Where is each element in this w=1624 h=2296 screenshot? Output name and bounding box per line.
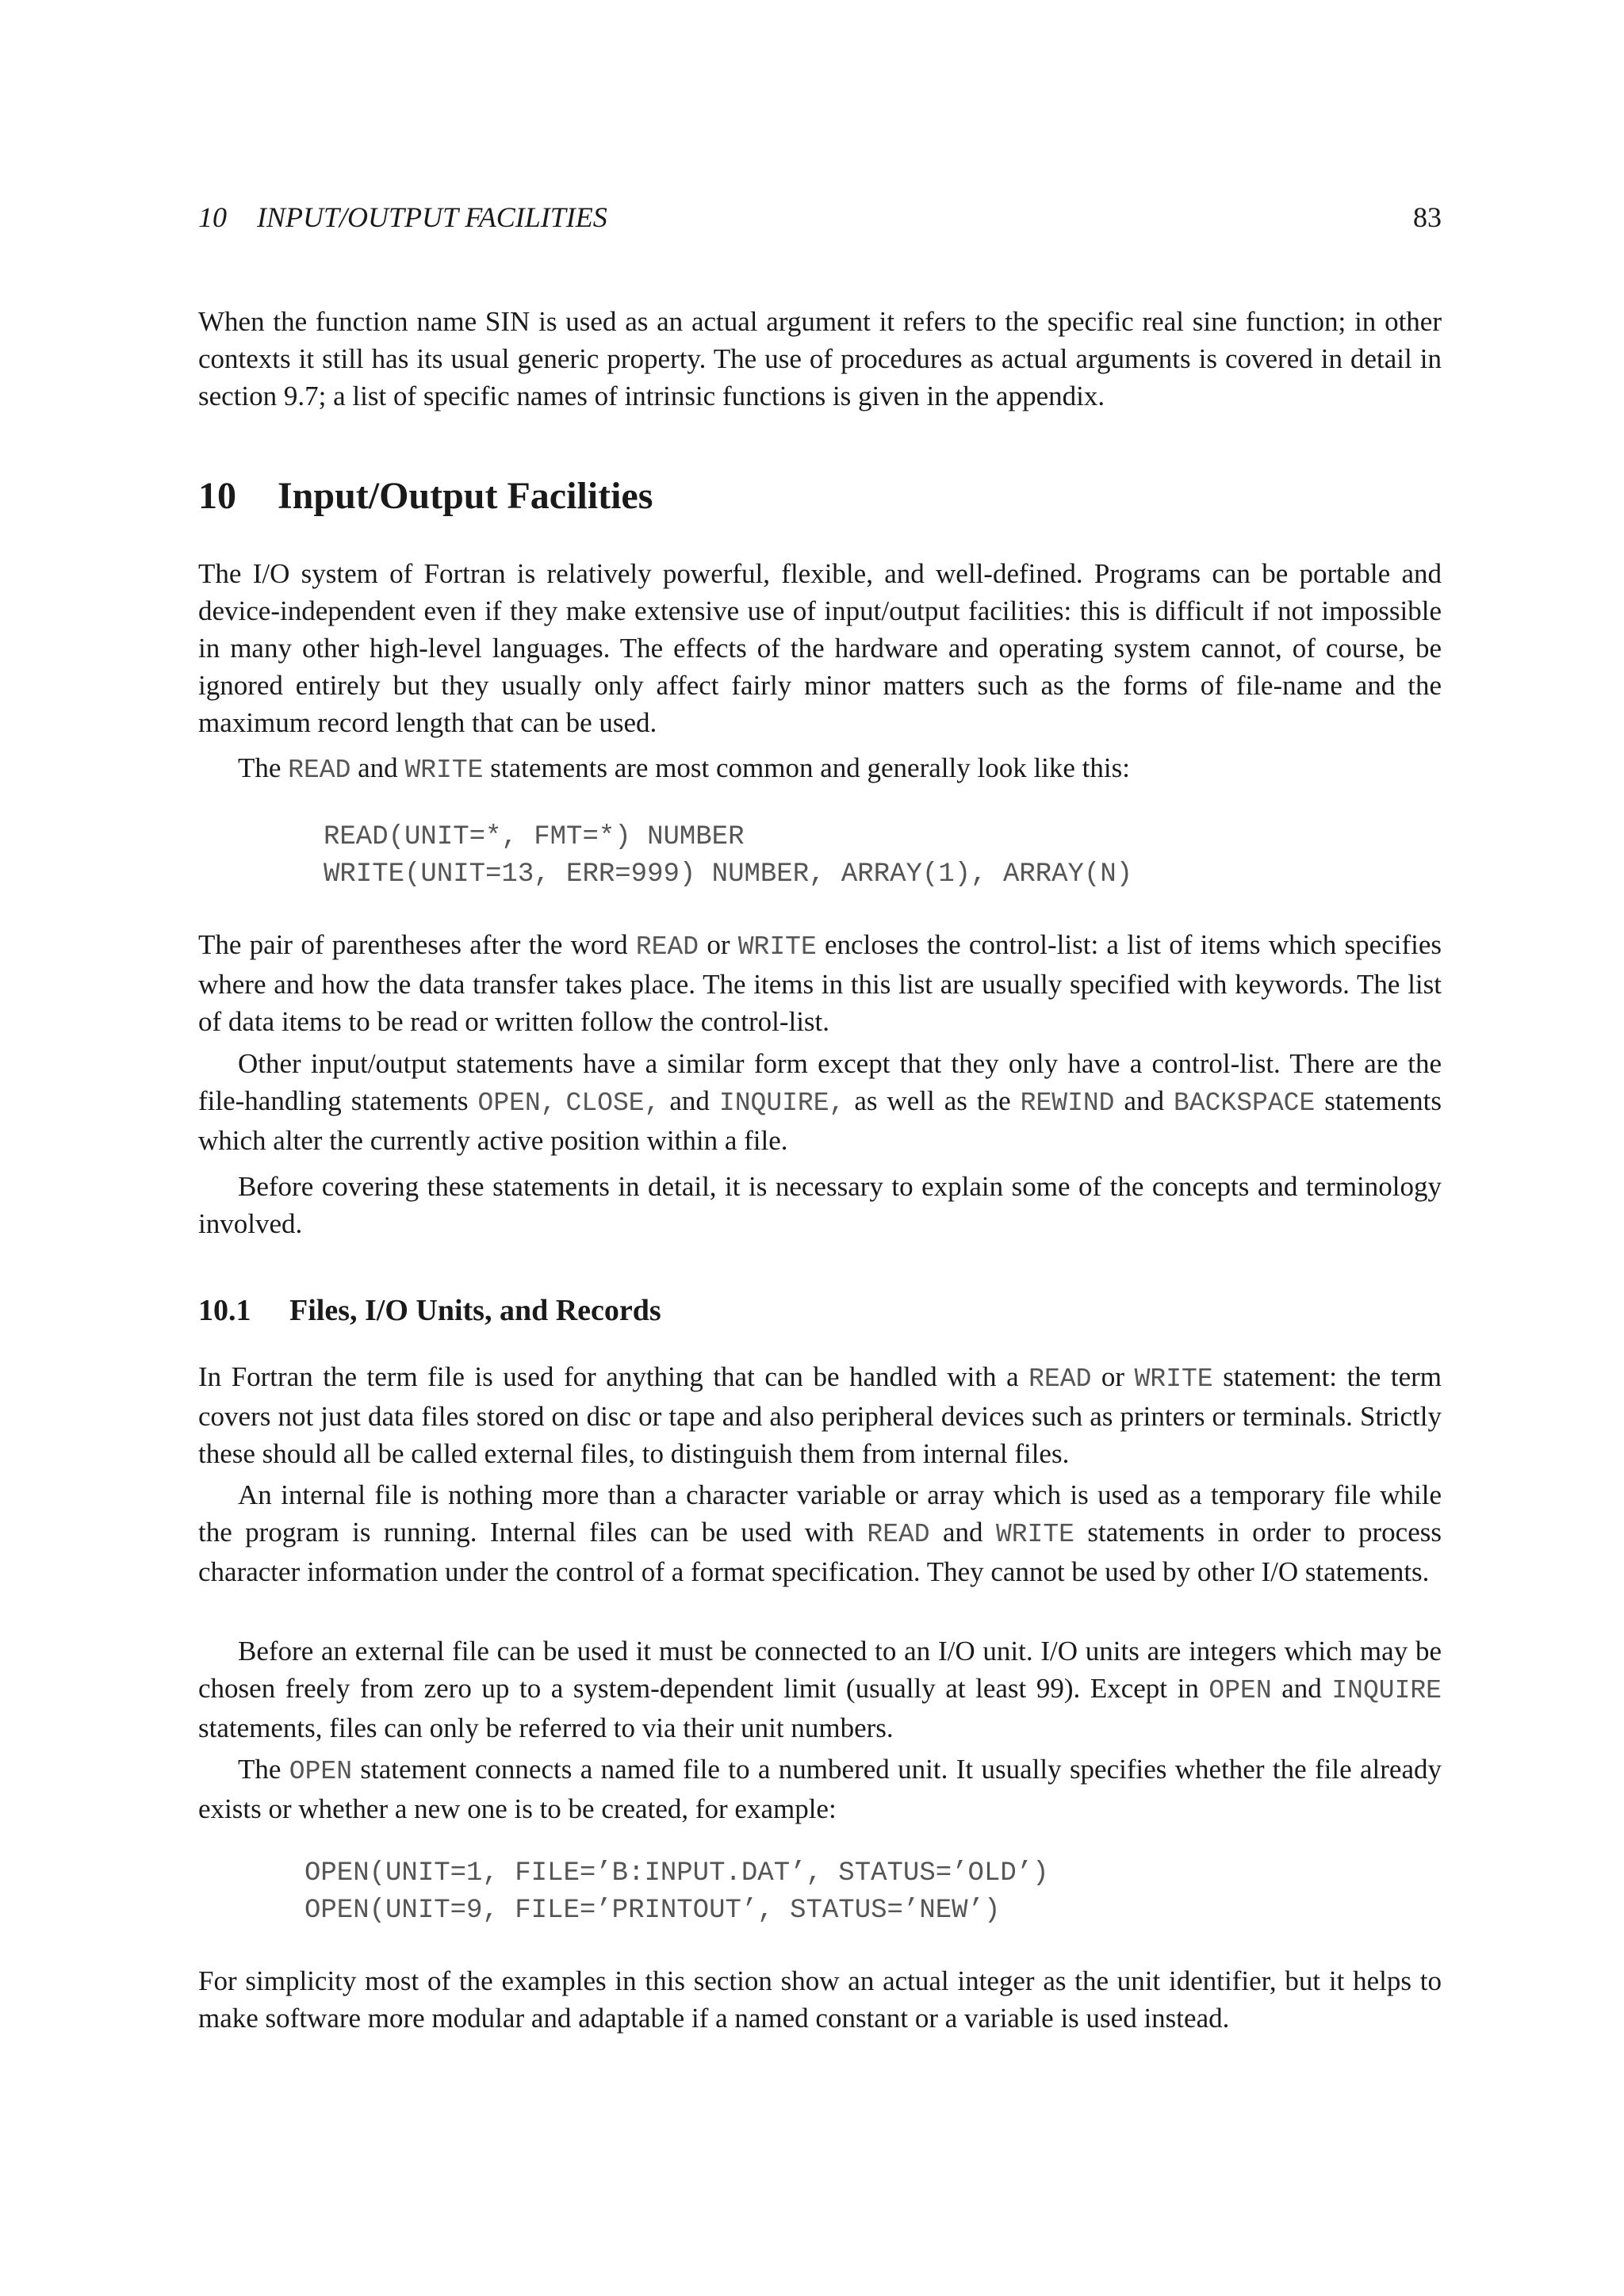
subsection-paragraph-4: The OPEN statement connects a named file to a numbered unit. It usually specifies whether the file already exists or whether a new one is to be created, for example: [198,1754,1442,1824]
section-number: 10 [198,475,236,517]
code-line: OPEN(UNIT=1, FILE=’B:INPUT.DAT’, STATUS=’OLD’) [304,1858,1049,1888]
code-block-open [304,1855,1415,1930]
subsection-paragraph-3: Before an external file can be used it must be connected to an I/O unit. I/O units are integers which may be chosen freely from zero up to a system-dependent limit (usually at least 99). Except in OPEN and INQUIRE statements, files can only be referred to via their unit numbers. [198,1636,1442,1743]
code-line: READ(UNIT=*, FMT=*) NUMBER [324,822,745,852]
section-paragraph-5: Before covering these statements in detail, it is necessary to explain some of the concepts and terminology involved. [198,1171,1442,1239]
subsection-paragraph-5: For simplicity most of the examples in this section show an actual integer as the unit identifier, but it helps to make software more modular and adaptable if a named constant or a variable is used instead. [198,1965,1442,2034]
code-block-read-write [324,819,1434,894]
section-paragraph-3: The pair of parentheses after the word READ or WRITE encloses the control-list: a list of items which specifies where and how the data transfer takes place. The items in this list are usually specified with keywords. The list of data items to be read or written follow the control-list. [198,929,1442,1037]
section-paragraph-2: The READ and WRITE statements are most common and generally look like this: [238,752,1130,785]
subsection-paragraph-2: An internal file is nothing more than a character variable or array which is used as a temporary file while the program is running. Internal files can be used with READ and WRITE statements in order to process character information under the control of a format specification. They cannot be used by other I/O statements. [198,1479,1442,1587]
section-title: Input/Output Facilities [278,475,653,517]
subsection-heading [198,1291,1442,1330]
subsection-paragraph-1: In Fortran the term file is used for anything that can be handled with a READ or WRITE statement: the term covers not just data files stored on disc or tape and also peripheral devices such as printers or terminals. Strictly these should all be called external files, to distinguish them from internal files. [198,1361,1442,1469]
section-heading [198,473,1442,520]
header-section-number: 10 [198,201,227,233]
code-line: WRITE(UNIT=13, ERR=999) NUMBER, ARRAY(1), ARRAY(N) [324,859,1133,890]
header-section-title: INPUT/OUTPUT FACILITIES [257,201,607,233]
running-header [198,201,1442,240]
intro-paragraph: When the function name SIN is used as an actual argument it refers to the specific real sine function; in other contexts it still has its usual generic property. The use of procedures as actual arguments is covered in detail in section 9.7; a list of specific names of intrinsic functions is given in the appendix. [198,306,1442,411]
code-line: OPEN(UNIT=9, FILE=’PRINTOUT’, STATUS=’NEW’) [304,1896,1001,1926]
section-paragraph-1: The I/O system of Fortran is relatively powerful, flexible, and well-defined. Programs can be portable and device-independent even if they make extensive use of input/output facilities: this is difficult if not impossible in many other high-level languages. The effects of the hardware and operating system cannot, of course, be ignored entirely but they usually only affect fairly minor matters such as the forms of file-name and the maximum record length that can be used. [198,558,1442,738]
section-paragraph-4: Other input/output statements have a similar form except that they only have a control-list. There are the file-handling statements OPEN, CLOSE, and INQUIRE, as well as the REWIND and BACKSPACE statements which alter the currently active position within a file. [198,1048,1442,1156]
subsection-number: 10.1 [198,1294,251,1327]
page-number: 83 [1413,201,1442,233]
subsection-title: Files, I/O Units, and Records [289,1294,661,1327]
